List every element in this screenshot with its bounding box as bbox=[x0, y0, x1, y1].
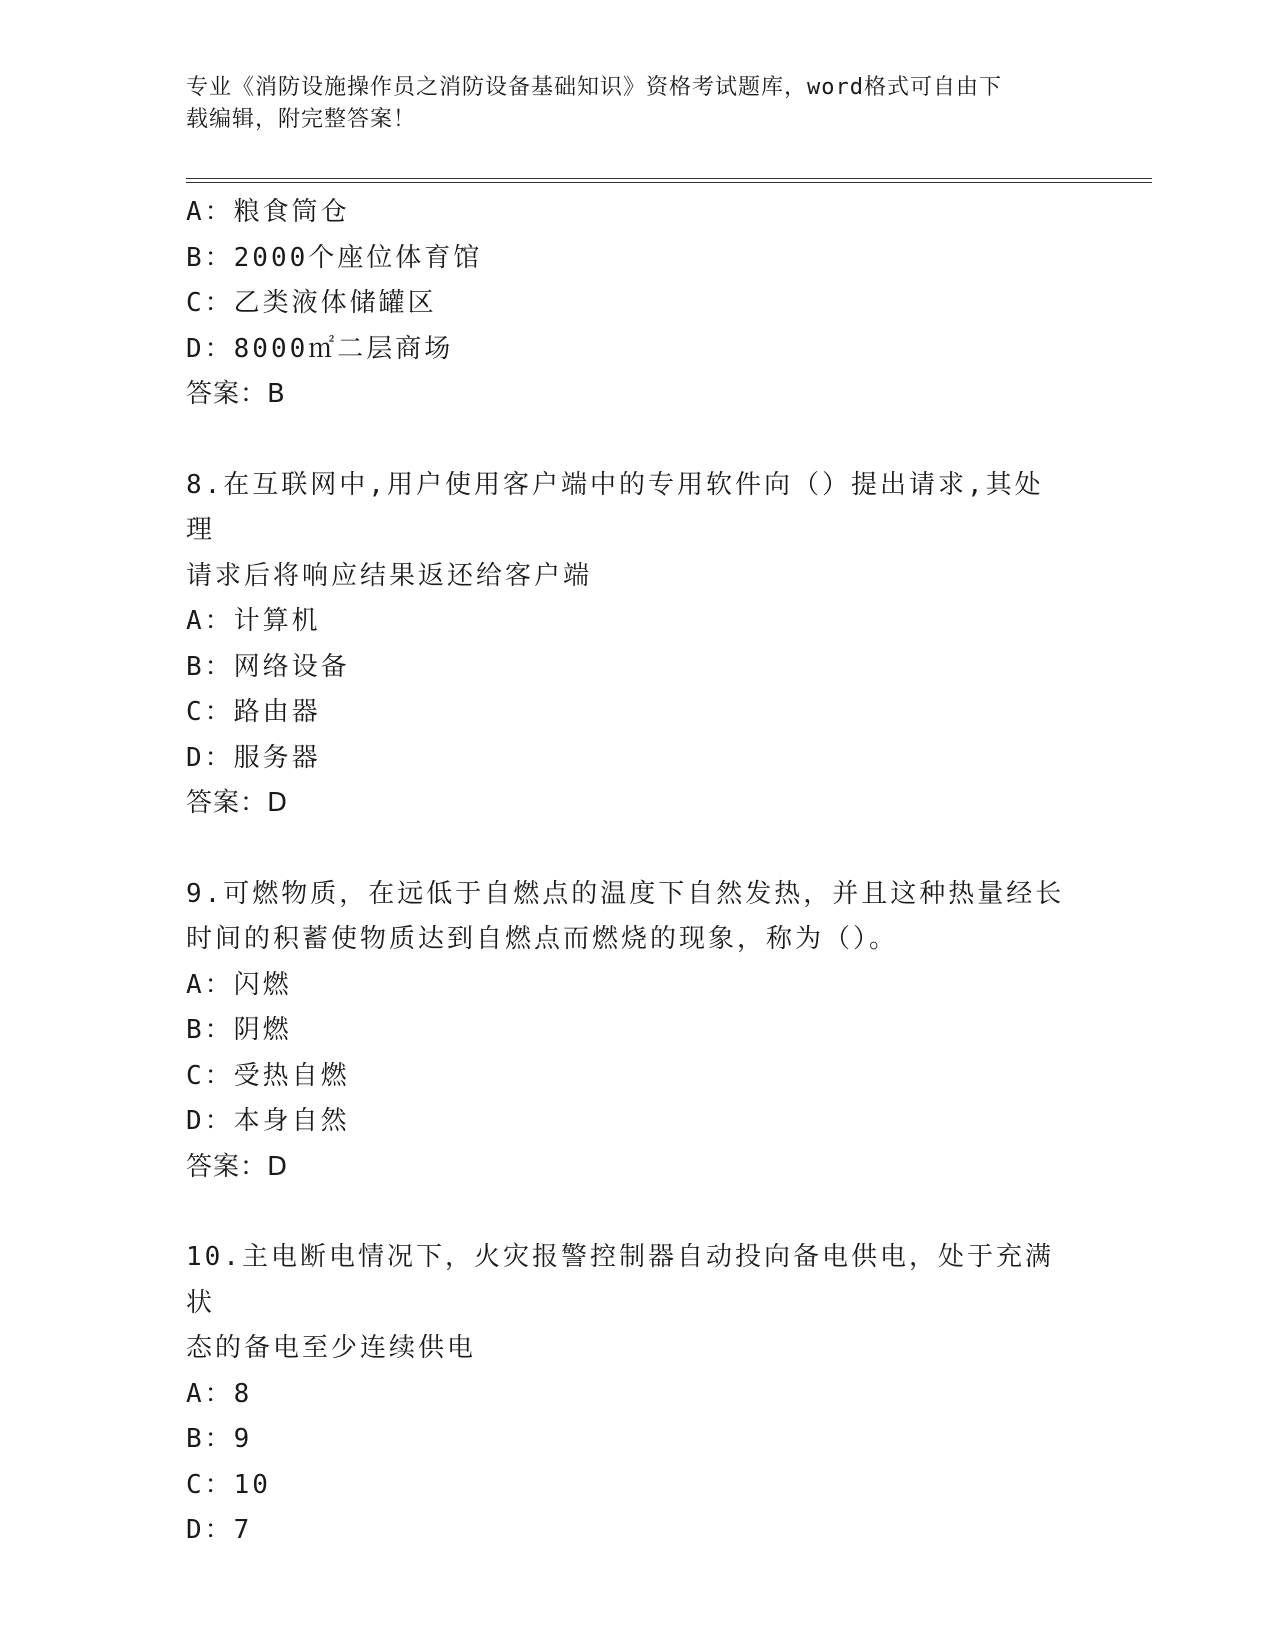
header-line-2: 载编辑，附完整答案！ bbox=[186, 107, 417, 132]
answer: 答案：D bbox=[186, 1151, 289, 1182]
option-d: D：本身自然 bbox=[186, 1106, 350, 1136]
option-b: B：阴燃 bbox=[186, 1015, 292, 1045]
spacer bbox=[186, 827, 1086, 872]
option-d: D：8000㎡二层商场 bbox=[186, 333, 454, 364]
option-c: C：路由器 bbox=[186, 697, 321, 727]
document-header bbox=[186, 72, 1066, 136]
option-b: B：2000个座位体育馆 bbox=[186, 242, 483, 273]
option-c: C：乙类液体储罐区 bbox=[186, 288, 437, 318]
option-b: B：网络设备 bbox=[186, 651, 350, 682]
question-8 bbox=[186, 463, 1086, 827]
question-stem bbox=[186, 1235, 1066, 1372]
stem-line-2: 态的备电至少连续供电 bbox=[186, 1333, 477, 1363]
answer: 答案：D bbox=[186, 788, 289, 818]
question-10 bbox=[186, 1235, 1086, 1554]
header-line-1: 专业《消防设施操作员之消防设备基础知识》资格考试题库，word格式可自由下 bbox=[186, 75, 1002, 100]
stem-line-2: 请求后将响应结果返还给客户端 bbox=[186, 560, 593, 591]
stem-line-1: 10.主电断电情况下，火灾报警控制器自动投向备电供电，处于充满状 bbox=[186, 1242, 1054, 1318]
stem-line-1: 9.可燃物质，在远低于自燃点的温度下自然发热，并且这种热量经长 bbox=[186, 878, 1065, 909]
answer: 答案：B bbox=[186, 379, 286, 409]
option-b: B：9 bbox=[186, 1424, 253, 1454]
question-7 bbox=[186, 190, 1086, 418]
option-d: D：服务器 bbox=[186, 742, 321, 773]
option-a: A：粮食筒仓 bbox=[186, 197, 350, 227]
question-9 bbox=[186, 872, 1086, 1191]
spacer bbox=[186, 1190, 1086, 1235]
question-stem bbox=[186, 872, 1066, 963]
option-c: C：受热自燃 bbox=[186, 1060, 350, 1091]
option-a: A：8 bbox=[186, 1378, 253, 1409]
option-d: D：7 bbox=[186, 1515, 253, 1545]
stem-line-1: 8.在互联网中,用户使用客户端中的专用软件向（）提出请求,其处理 bbox=[186, 469, 1044, 545]
stem-line-2: 时间的积蓄使物质达到自燃点而燃烧的现象，称为（）。 bbox=[186, 924, 899, 954]
question-list bbox=[186, 190, 1086, 1554]
option-a: A：计算机 bbox=[186, 606, 321, 636]
option-c: C：10 bbox=[186, 1469, 271, 1500]
header-divider bbox=[186, 178, 1152, 183]
question-stem bbox=[186, 463, 1066, 600]
option-a: A：闪燃 bbox=[186, 969, 292, 1000]
spacer bbox=[186, 418, 1086, 463]
